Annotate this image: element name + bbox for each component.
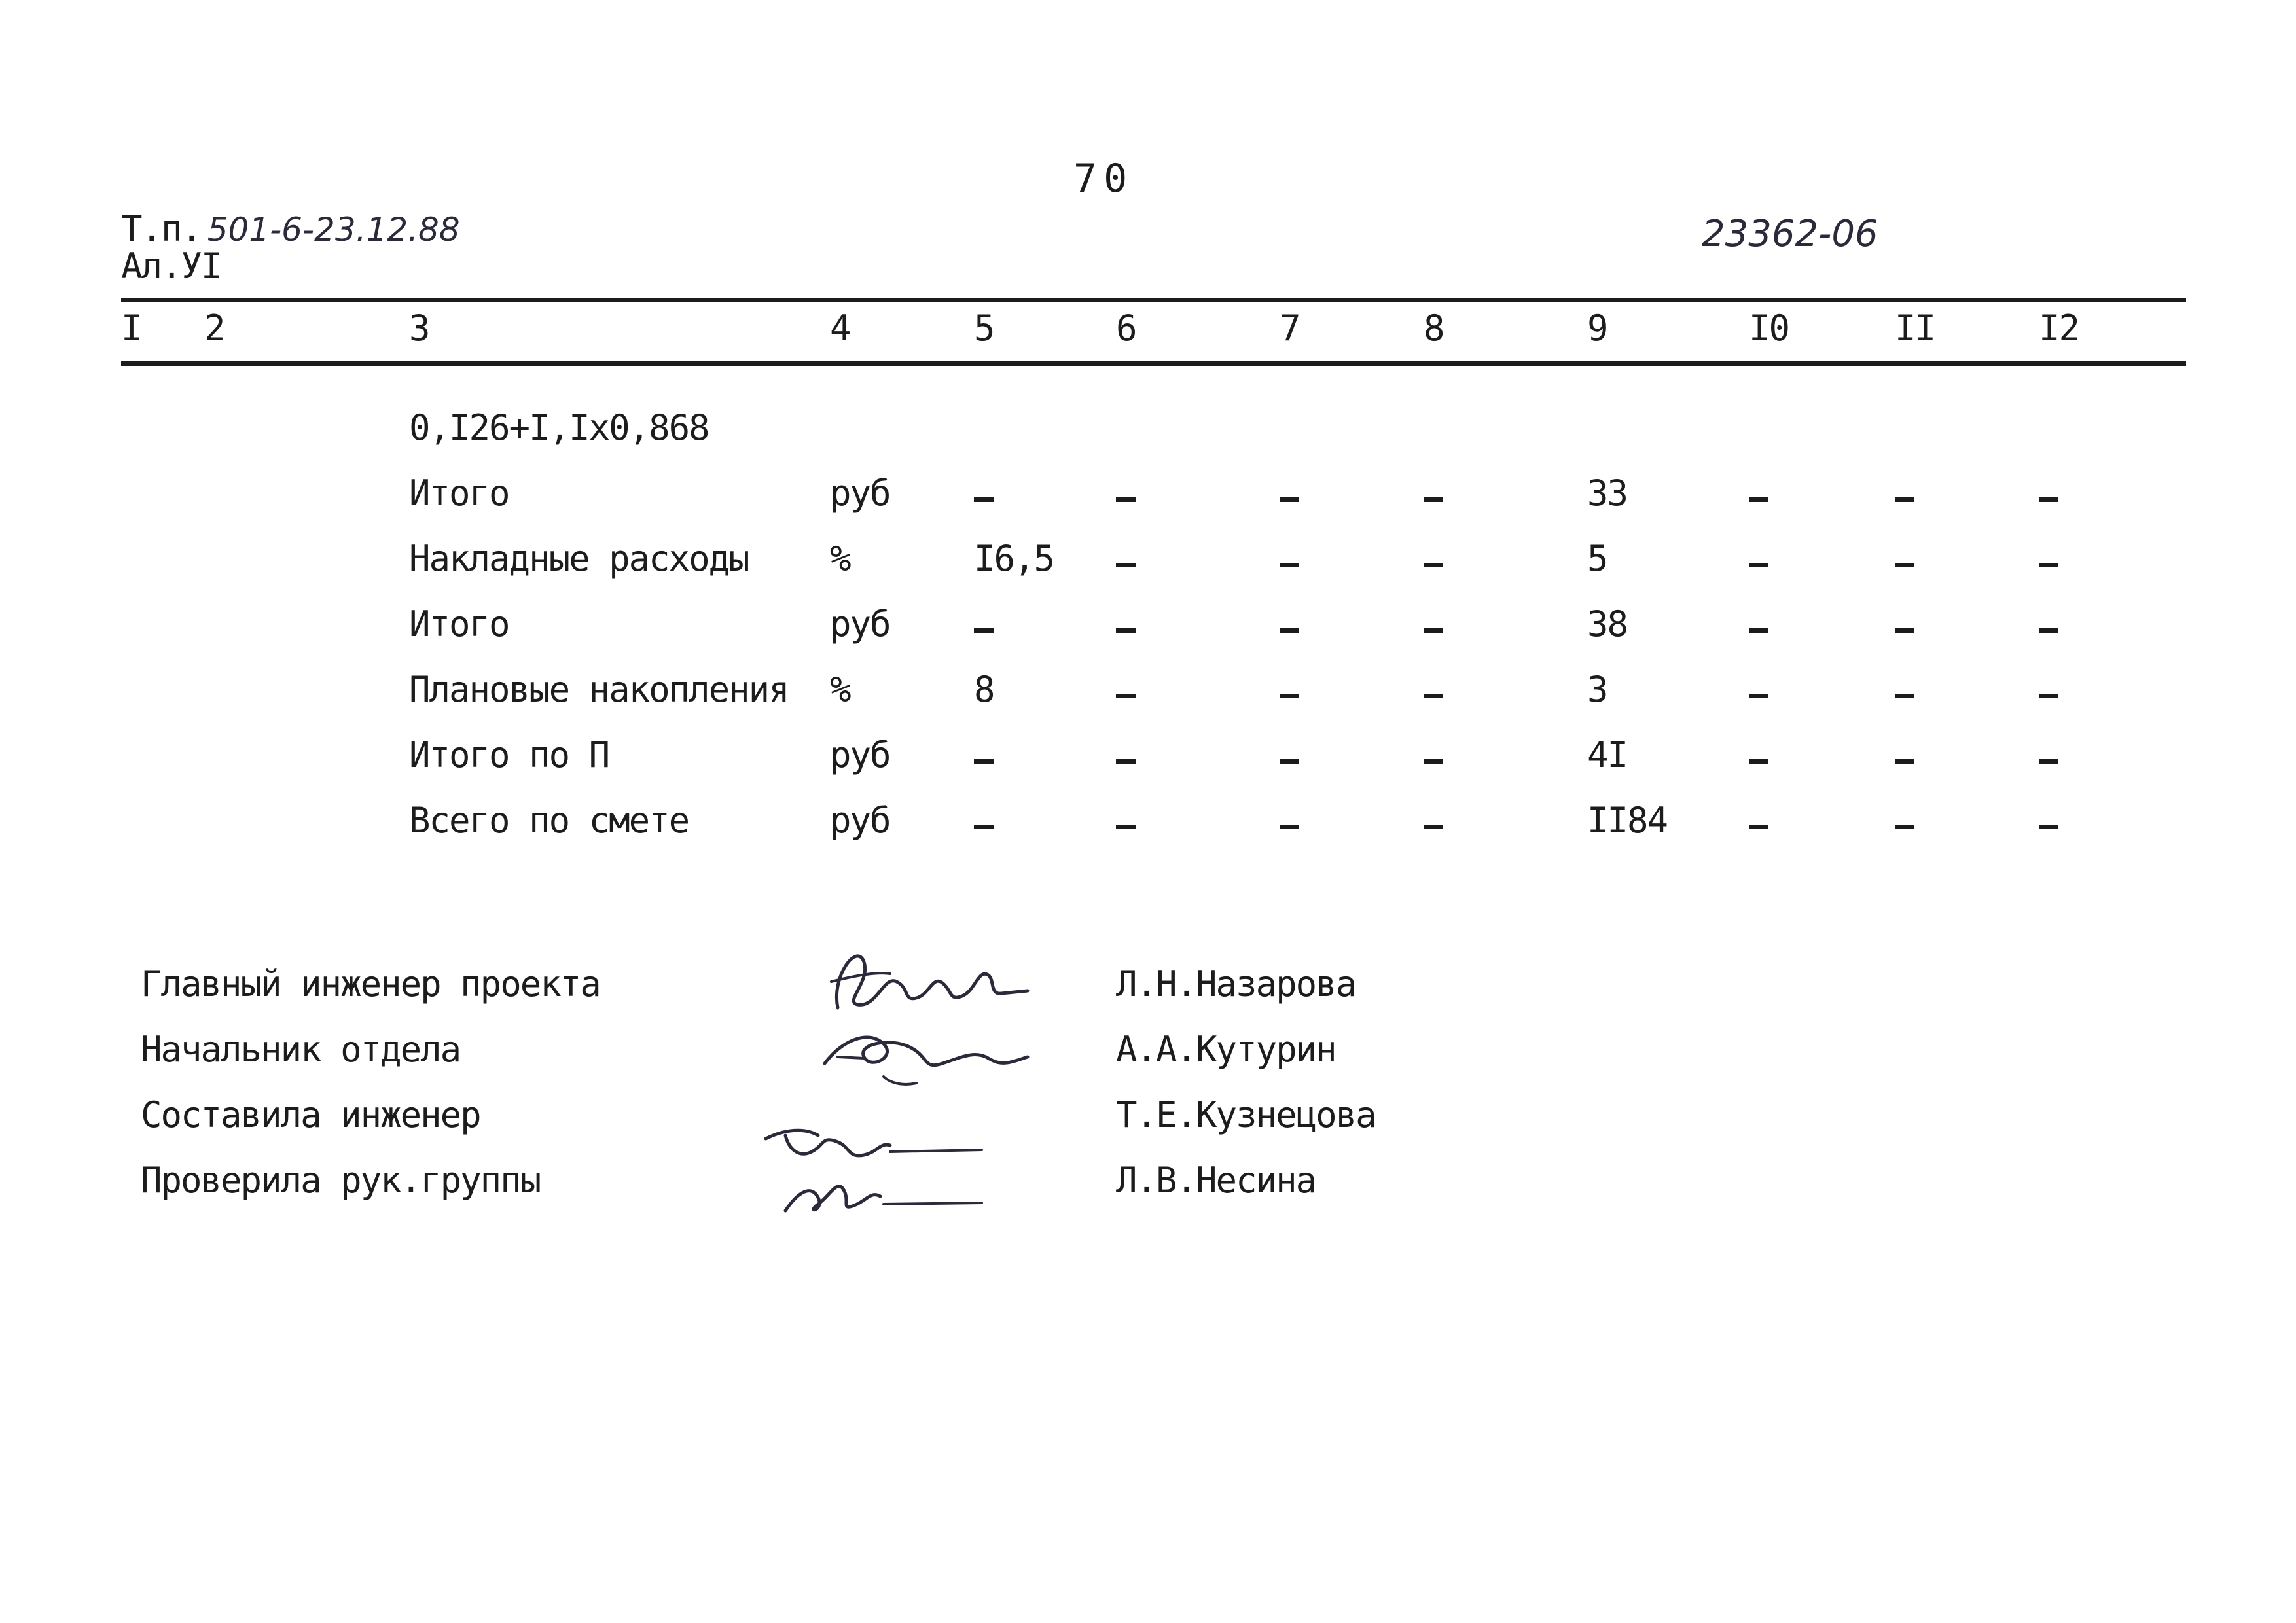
signature-name: Л.В.Несина [1116, 1160, 1316, 1201]
dash-mark [1749, 497, 1768, 502]
row-name: Всего по смете [409, 800, 689, 841]
dash-mark [1116, 759, 1136, 764]
column-number: II [1895, 308, 1935, 349]
dash-mark [1895, 825, 1914, 829]
dash-mark [1749, 759, 1768, 764]
column-number: 2 [204, 308, 224, 349]
row-unit: руб [830, 473, 890, 514]
column-number: 9 [1587, 308, 1607, 349]
cell-col9: II84 [1587, 800, 1668, 841]
cell-col5 [974, 738, 994, 779]
column-number: 6 [1116, 308, 1136, 349]
cell-col8 [1424, 804, 1443, 845]
table-row [0, 538, 2296, 603]
cell-col10 [1749, 673, 1768, 714]
dash-mark [1280, 628, 1299, 633]
dash-mark [974, 497, 994, 502]
cell-col8 [1424, 673, 1443, 714]
cell-col11 [1895, 738, 1914, 779]
signature-role: Проверила рук.группы [141, 1160, 541, 1201]
dash-mark [1424, 628, 1443, 633]
table-row [0, 669, 2296, 734]
row-name: Плановые накопления [409, 669, 789, 710]
cell-col5 [974, 476, 994, 518]
cell-col12 [2039, 738, 2058, 779]
dash-mark [974, 825, 994, 829]
cell-col7 [1280, 607, 1299, 649]
cell-col7 [1280, 673, 1299, 714]
cell-col10 [1749, 476, 1768, 518]
dash-mark [2039, 563, 2058, 567]
cell-col6 [1116, 804, 1136, 845]
dash-mark [1280, 694, 1299, 698]
dash-mark [2039, 628, 2058, 633]
cell-col11 [1895, 673, 1914, 714]
header-bottom-rule [121, 361, 2186, 366]
dash-mark [1116, 825, 1136, 829]
cell-col5: I6,5 [974, 538, 1054, 579]
table-row [0, 473, 2296, 538]
signature-role: Начальник отдела [141, 1029, 461, 1070]
row-unit: руб [830, 734, 890, 776]
dash-mark [974, 628, 994, 633]
cell-col12 [2039, 673, 2058, 714]
cell-col10 [1749, 738, 1768, 779]
dash-mark [2039, 497, 2058, 502]
cell-col9: 38 [1587, 603, 1628, 645]
dash-mark [1749, 628, 1768, 633]
dash-mark [1424, 497, 1443, 502]
column-number: I [121, 308, 141, 349]
column-number: 7 [1280, 308, 1300, 349]
column-number: 3 [409, 308, 429, 349]
dash-mark [1749, 563, 1768, 567]
cell-col9: 3 [1587, 669, 1607, 710]
row-name: Итого [409, 603, 509, 645]
row-unit: % [830, 669, 850, 710]
cell-col9: 5 [1587, 538, 1607, 579]
cell-col9: 4I [1587, 734, 1628, 776]
dash-mark [1895, 759, 1914, 764]
dash-mark [1424, 759, 1443, 764]
dash-mark [1424, 825, 1443, 829]
dash-mark [974, 759, 994, 764]
project-number-handwritten: 501-6-23.12.88 [207, 211, 460, 249]
cell-col8 [1424, 476, 1443, 518]
row-unit: руб [830, 800, 890, 841]
formula-line: 0,I26+I,Ix0,868 [409, 407, 709, 448]
cell-col10 [1749, 804, 1768, 845]
cell-col11 [1895, 542, 1914, 583]
row-name: Накладные расходы [409, 538, 749, 579]
handwritten-signature-2 [812, 1018, 1034, 1096]
column-number: 8 [1424, 308, 1444, 349]
cell-col12 [2039, 542, 2058, 583]
cell-col6 [1116, 673, 1136, 714]
cell-col11 [1895, 607, 1914, 649]
dash-mark [1424, 694, 1443, 698]
row-name: Итого [409, 473, 509, 514]
signature-name: Т.Е.Кузнецова [1116, 1094, 1376, 1135]
signature-name: Л.Н.Назарова [1116, 963, 1356, 1005]
dash-mark [1895, 563, 1914, 567]
dash-mark [1749, 694, 1768, 698]
dash-mark [1116, 694, 1136, 698]
signature-role: Составила инженер [141, 1094, 480, 1135]
document-code-handwritten: 23362-06 [1702, 213, 1878, 255]
dash-mark [1895, 694, 1914, 698]
cell-col7 [1280, 804, 1299, 845]
dash-mark [2039, 694, 2058, 698]
cell-col8 [1424, 738, 1443, 779]
project-label: Т.п. [121, 208, 202, 249]
cell-col7 [1280, 476, 1299, 518]
cell-col9: 33 [1587, 473, 1628, 514]
cell-col11 [1895, 804, 1914, 845]
dash-mark [1116, 628, 1136, 633]
row-name: Итого по П [409, 734, 609, 776]
cell-col6 [1116, 542, 1136, 583]
handwritten-signature-1 [818, 936, 1041, 1021]
dash-mark [1280, 563, 1299, 567]
dash-mark [1116, 563, 1136, 567]
dash-mark [1116, 497, 1136, 502]
dash-mark [1895, 628, 1914, 633]
cell-col8 [1424, 607, 1443, 649]
cell-col6 [1116, 476, 1136, 518]
dash-mark [1280, 825, 1299, 829]
column-number: 4 [830, 308, 850, 349]
cell-col7 [1280, 542, 1299, 583]
column-number: I2 [2039, 308, 2079, 349]
page-number: 70 [1073, 156, 1134, 202]
album-label: Ал.УI [121, 245, 221, 287]
cell-col12 [2039, 804, 2058, 845]
table-row [0, 734, 2296, 800]
cell-col10 [1749, 542, 1768, 583]
cell-col5: 8 [974, 669, 994, 710]
handwritten-signature-4 [772, 1165, 995, 1224]
row-unit: руб [830, 603, 890, 645]
header-top-rule [121, 298, 2186, 302]
column-number: 5 [974, 308, 994, 349]
dash-mark [1424, 563, 1443, 567]
dash-mark [2039, 759, 2058, 764]
cell-col5 [974, 804, 994, 845]
cell-col10 [1749, 607, 1768, 649]
signature-name: А.А.Кутурин [1116, 1029, 1336, 1070]
dash-mark [1895, 497, 1914, 502]
column-number: I0 [1749, 308, 1789, 349]
signature-role: Главный инженер проекта [141, 963, 600, 1005]
dash-mark [1280, 497, 1299, 502]
dash-mark [1280, 759, 1299, 764]
dash-mark [2039, 825, 2058, 829]
table-row [0, 800, 2296, 865]
cell-col7 [1280, 738, 1299, 779]
cell-col11 [1895, 476, 1914, 518]
row-unit: % [830, 538, 850, 579]
dash-mark [1749, 825, 1768, 829]
cell-col6 [1116, 607, 1136, 649]
cell-col12 [2039, 476, 2058, 518]
project-reference [121, 208, 460, 249]
cell-col12 [2039, 607, 2058, 649]
table-row [0, 603, 2296, 669]
cell-col5 [974, 607, 994, 649]
cell-col6 [1116, 738, 1136, 779]
cell-col8 [1424, 542, 1443, 583]
